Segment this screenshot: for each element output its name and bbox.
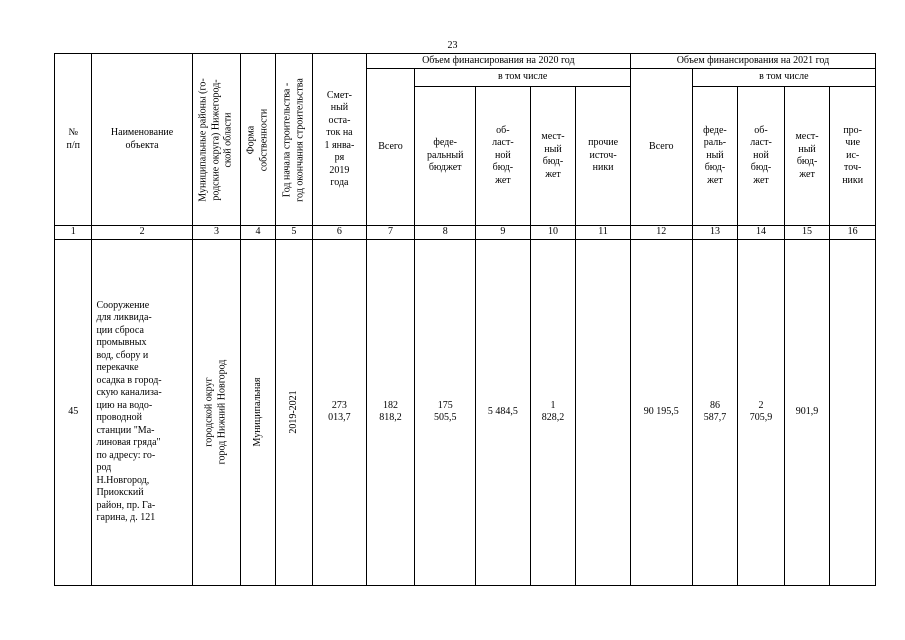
row-other-2021	[830, 239, 876, 585]
column-number: 12	[630, 226, 692, 240]
header-local-2020: мест- ный бюд- жет	[530, 87, 576, 226]
header-other-2020: прочие источ- ники	[576, 87, 631, 226]
header-years: Год начала строительства - год окончания строительства	[275, 54, 312, 226]
header-including-2021: в том числе	[692, 69, 875, 87]
column-number: 1	[55, 226, 92, 240]
header-name: Наименование объекта	[92, 54, 192, 226]
header-district: Муниципальные районы (го- родские округа) Нижегород- ской области	[192, 54, 241, 226]
column-number: 7	[366, 226, 415, 240]
financing-table	[54, 53, 876, 586]
row-years: 2019-2021	[275, 239, 312, 585]
row-local-2021: 901,9	[784, 239, 830, 585]
row-estimate: 273 013,7	[313, 239, 367, 585]
row-local-2020: 1 828,2	[530, 239, 576, 585]
row-regional-2020: 5 484,5	[476, 239, 531, 585]
row-regional-2021: 2 705,9	[738, 239, 785, 585]
column-number: 4	[241, 226, 275, 240]
column-number: 3	[192, 226, 241, 240]
header-regional-2021: об- ласт- ной бюд- жет	[738, 87, 785, 226]
column-number: 10	[530, 226, 576, 240]
row-total-2021: 90 195,5	[630, 239, 692, 585]
column-number: 13	[692, 226, 738, 240]
column-number: 9	[476, 226, 531, 240]
header-funding-2020: Объем финансирования на 2020 год	[366, 54, 630, 69]
column-number: 8	[415, 226, 476, 240]
column-number: 14	[738, 226, 785, 240]
header-other-2021: про- чие ис- точ- ники	[830, 87, 876, 226]
header-local-2021: мест- ный бюд- жет	[784, 87, 830, 226]
header-funding-2021: Объем финансирования на 2021 год	[630, 54, 875, 69]
header-including-2020: в том числе	[415, 69, 631, 87]
row-other-2020	[576, 239, 631, 585]
header-ownership: Форма собственности	[241, 54, 275, 226]
column-number-row	[55, 226, 876, 240]
column-number: 5	[275, 226, 312, 240]
column-number: 11	[576, 226, 631, 240]
header-total-2021: Всего	[630, 69, 692, 226]
header-num: № п/п	[55, 54, 92, 226]
table-row	[55, 239, 876, 585]
header-federal-2020: феде- ральный бюджет	[415, 87, 476, 226]
row-object-name: Сооружение для ликвида- ции сброса промывных вод, сбору и перекачке осадка в город- скую канализа- цию на водо- проводной станции "Ма- линовая гряда" по адресу: го- род Н.Новгород, Приокский район, пр. Га- гарина, д. 121	[92, 239, 192, 585]
header-estimate: Смет- ный оста- ток на 1 янва- ря 2019 года	[313, 54, 367, 226]
column-number: 16	[830, 226, 876, 240]
row-ownership: Муниципальная	[241, 239, 275, 585]
header-regional-2020: об- ласт- ной бюд- жет	[476, 87, 531, 226]
column-number: 15	[784, 226, 830, 240]
row-total-2020: 182 818,2	[366, 239, 415, 585]
row-federal-2020: 175 505,5	[415, 239, 476, 585]
header-federal-2021: феде- раль- ный бюд- жет	[692, 87, 738, 226]
header-total-2020: Всего	[366, 69, 415, 226]
column-number: 6	[313, 226, 367, 240]
row-num: 45	[55, 239, 92, 585]
page-number: 23	[447, 40, 458, 51]
row-district: городской округ город Нижний Новгород	[192, 239, 241, 585]
row-federal-2021: 86 587,7	[692, 239, 738, 585]
column-number: 2	[92, 226, 192, 240]
